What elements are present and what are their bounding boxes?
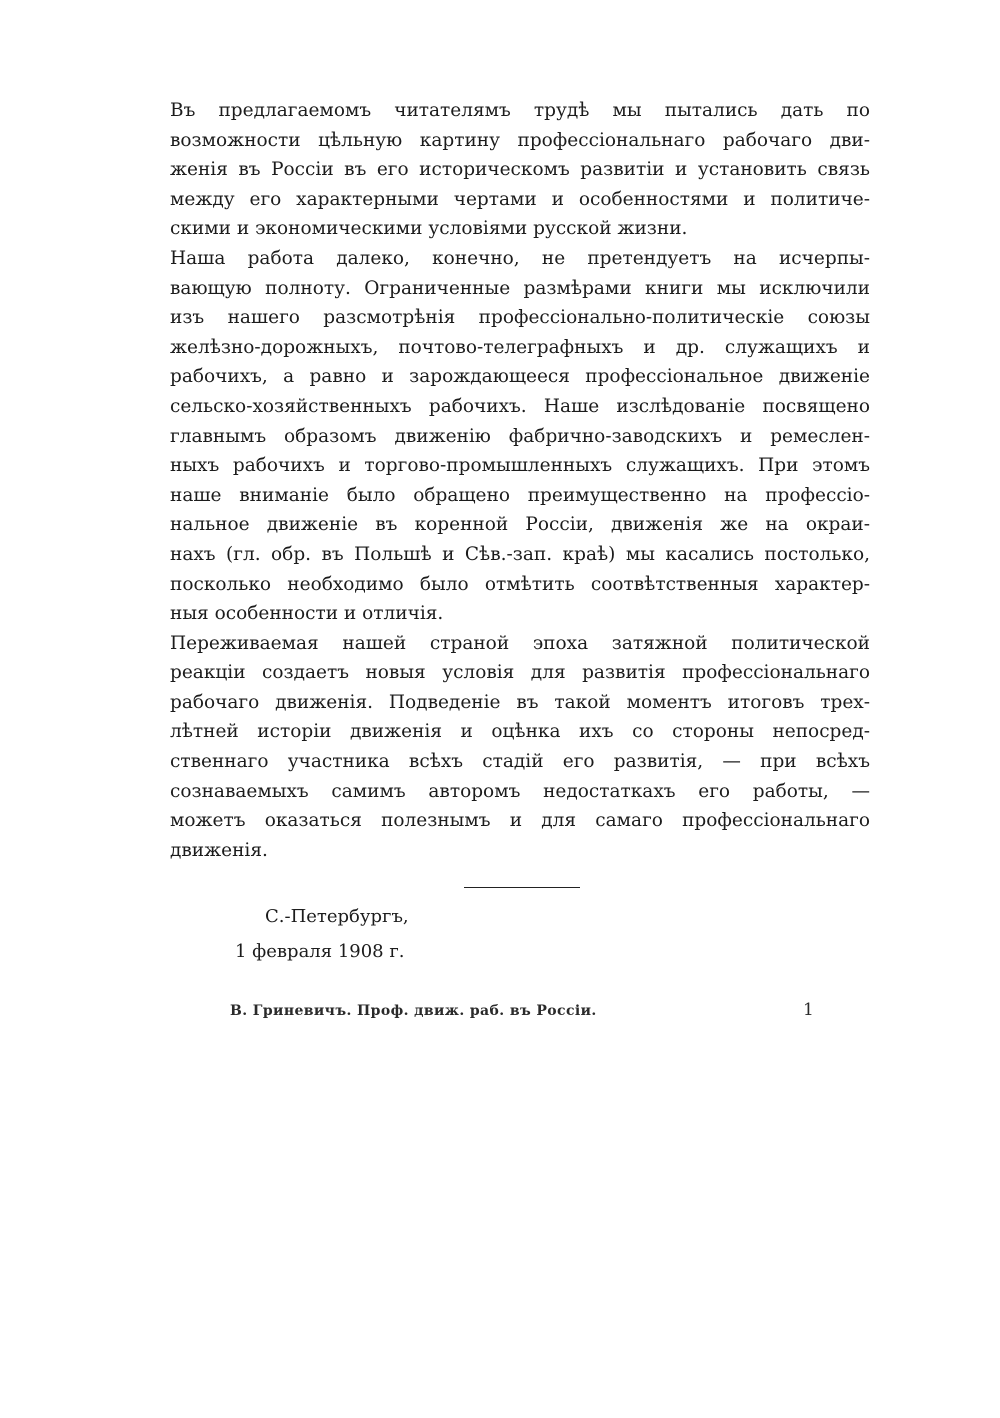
- text-line: между его характерными чертами и особенностями и политиче-: [170, 188, 870, 210]
- page-number: 1: [803, 1000, 814, 1020]
- text-line: Наша работа далеко, конечно, не претендуетъ на исчерпы-: [170, 247, 870, 269]
- text-line: ныя особенности и отличія.: [170, 603, 444, 625]
- text-line: сельско-хозяйственныхъ рабочихъ. Наше изслѣдованіе посвящено: [170, 395, 870, 417]
- text-line: изъ нашего разсмотрѣнія профессіонально-политическіе союзы: [170, 307, 870, 329]
- text-line: лѣтней исторіи движенія и оцѣнка ихъ со стороны непосред-: [170, 721, 870, 743]
- paragraph-2: [170, 244, 870, 629]
- text-line: главнымъ образомъ движенію фабрично-заводскихъ и ремеслен-: [170, 425, 870, 447]
- footer-signature-line: В. Гриневичъ. Проф. движ. раб. въ Россіи.: [230, 1003, 597, 1019]
- paragraph-3: [170, 629, 870, 866]
- text-line: женія въ Россіи въ его историческомъ развитіи и установить связь: [170, 159, 870, 181]
- preface-text: [170, 96, 870, 865]
- paragraph-1: [170, 96, 870, 244]
- text-line: возможности цѣльную картину профессіональнаго рабочаго дви-: [170, 129, 870, 151]
- text-line: нахъ (гл. обр. въ Польшѣ и Сѣв.-зап. краѣ) мы касались постолько,: [170, 543, 870, 565]
- text-line: нальное движеніе въ коренной Россіи, движенія же на окраи-: [170, 514, 870, 536]
- text-line: рабочихъ, а равно и зарождающееся профессіональное движеніе: [170, 366, 870, 388]
- text-line: ственнаго участника всѣхъ стадій его развитія, — при всѣхъ: [170, 751, 870, 773]
- text-line: желѣзно-дорожныхъ, почтово-телеграфныхъ и др. служащихъ и: [170, 336, 870, 358]
- signature-date: 1 февраля 1908 г.: [235, 941, 405, 962]
- text-line: сознаваемыхъ самимъ авторомъ недостаткахъ его работы, —: [170, 780, 870, 802]
- text-line: вающую полноту. Ограниченные размѣрами книги мы исключили: [170, 277, 870, 299]
- signature-place: С.-Петербургъ,: [265, 906, 409, 927]
- text-line: Въ предлагаемомъ читателямъ трудѣ мы пытались дать по: [170, 100, 870, 121]
- section-divider: [464, 887, 580, 888]
- text-line: реакціи создаетъ новыя условія для развитія профессіональнаго: [170, 662, 870, 684]
- text-line: скими и экономическими условіями русской жизни.: [170, 218, 688, 240]
- text-line: наше вниманіе было обращено преимущественно на профессіо-: [170, 484, 870, 506]
- text-line: Переживаемая нашей страной эпоха затяжной политической: [170, 632, 870, 654]
- text-line: ныхъ рабочихъ и торгово-промышленныхъ служащихъ. При этомъ: [170, 455, 870, 477]
- text-line: посколько необходимо было отмѣтить соотвѣтственныя характер-: [170, 573, 870, 595]
- text-line: можетъ оказаться полезнымъ и для самаго профессіональнаго: [170, 810, 870, 832]
- text-line: рабочаго движенія. Подведеніе въ такой моментъ итоговъ трех-: [170, 691, 870, 713]
- text-line: движенія.: [170, 839, 268, 861]
